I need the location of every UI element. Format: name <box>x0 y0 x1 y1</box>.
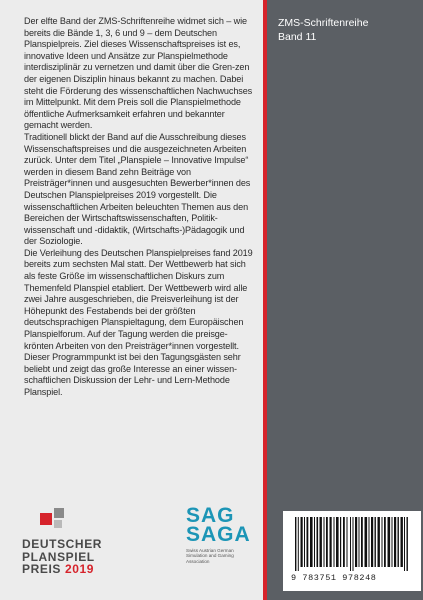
blurb-paragraph-3: Die Verleihung des Deutschen Planspielpreises fand 2019 bereits zum sechsten Mal statt. Der Wettbewerb hat sich als feste Größe im wissenschaftlichen Diskurs zum Themenfeld Planspiel etabliert. Der Wettbewerb wird alle zwei Jahre ausgeschrieben, die Preisverleihung ist der Höhepunkt des Festabends bei der größten deutschsprachigen Planspieltagung, dem Europäischen Planspielforum. Auf der Tagung werden die preisge-krönten Arbeiten von den Preisträger*innen vorgestellt. Dieser Programmpunkt ist bei den Tagungsgästen sehr beliebt und zeigt das große Interesse an einer wissen-schaftlichen Diskussion der Lehr- und Lern-Methode Planspiel. <box>24 247 253 397</box>
isbn-barcode <box>283 511 421 591</box>
sagsaga-wordmark <box>186 506 252 544</box>
blurb-paragraph-2: Traditionell blickt der Band auf die Ausschreibung dieses Wissenschaftspreises und die ausgezeichneten Arbeiten zurück. Unter dem Titel „Planspiele – Innovative Impulse“ werden in diesem Band zehn Beiträge von Preisträger*innen und ausgesuchten Bewerber*innen des Deutschen Planspielpreises 2019 vorgestellt. Die wissenschaftlichen Arbeiten beleuchten Themen aus den Bereichen der Wirtschaftswissenschaften, Politik-wissenschaft und -didaktik, (Wirtschafts-)Pädagogik und der Soziologie. <box>24 131 251 247</box>
saga-line: SAGA <box>186 523 251 546</box>
red-square <box>40 513 52 525</box>
series-name: ZMS-Schriftenreihe <box>278 17 369 29</box>
series-volume: Band 11 <box>278 31 317 43</box>
light-gray-square <box>54 520 62 528</box>
gray-square <box>54 508 64 518</box>
logo-line-3 <box>22 563 102 576</box>
tagline-3: Association <box>186 558 210 564</box>
logo-line-2: PLANSPIEL <box>22 549 95 564</box>
blurb-text <box>24 16 256 399</box>
tagline-1: Swiss Austrian German <box>186 548 234 553</box>
sag-line: SAG <box>186 504 235 527</box>
sagsaga-logo <box>186 506 252 592</box>
logo-word-preis: PREIS <box>22 562 62 576</box>
red-accent-bar <box>263 0 267 600</box>
logo-line-1: DEUTSCHER <box>22 537 103 551</box>
barcode-icon <box>295 517 411 571</box>
logo-year: 2019 <box>64 562 95 576</box>
series-title <box>278 16 418 44</box>
sagsaga-tagline <box>186 548 252 564</box>
tagline-2: Simulation and Gaming <box>186 553 234 559</box>
logo-squares-icon <box>40 508 70 536</box>
deutscher-planspielpreis-logo <box>22 508 122 580</box>
blurb-paragraph-1: Der elfte Band der ZMS-Schriftenreihe widmet sich – wie bereits die Bände 1, 3, 6 und 9 – dem Deutschen Planspielpreis. Ziel dieses Wissenschaftspreises ist es, innovative Ideen und Ansätze zur Planspielmethode interdisziplinär zu vernetzen und damit über die Gren-zen der eigenen Disziplin hinaus bekannt zu machen. Dabei steht die Förderung des wissenschaftlichen Nachwuchses im Mittelpunkt. Mit dem Preis soll die Planspielmethode öffentliche Aufmerksamkeit erfahren und bekannter gemacht werden. <box>24 16 253 131</box>
side-panel <box>263 0 423 600</box>
logo-wordmark <box>22 538 102 576</box>
isbn-number: 9 783751 978248 <box>291 573 377 583</box>
